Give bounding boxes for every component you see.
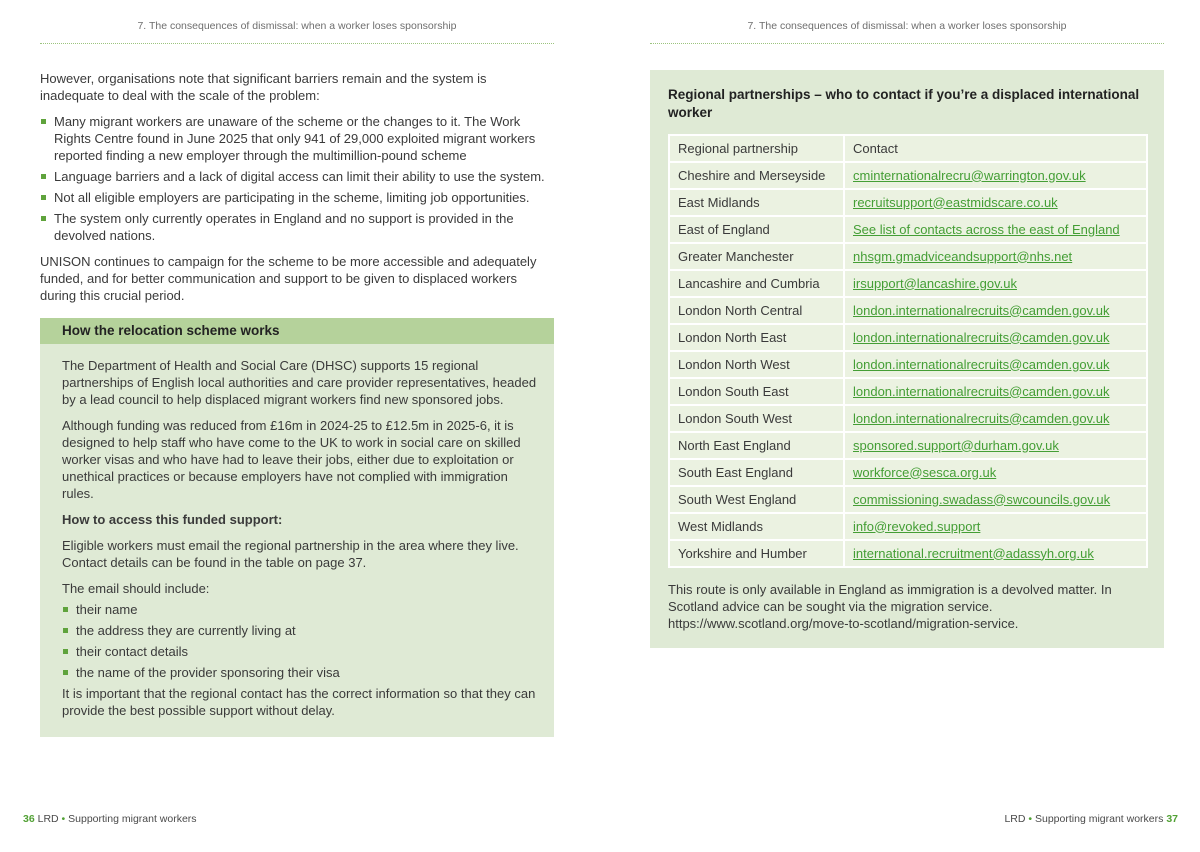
region-cell: South West England xyxy=(669,486,844,513)
infobox-title: Regional partnerships – who to contact if you’re a displaced international worker xyxy=(668,87,1140,120)
table-row xyxy=(669,189,1147,216)
list-item xyxy=(62,601,538,618)
chapter-header-text: 7. The consequences of dismissal: when a worker loses sponsorship xyxy=(137,20,457,32)
chapter-header-left xyxy=(40,20,554,44)
table-row xyxy=(669,513,1147,540)
column-header-region: Regional partnership xyxy=(669,135,844,162)
square-bullet-icon xyxy=(41,119,46,124)
devolved-note: This route is only available in England as immigration is a devolved matter. In Scotland advice can be sought via the migration service. https://www.scotland.org/move-to-scotland/migration-service. xyxy=(668,582,1112,631)
table-row xyxy=(669,162,1147,189)
list-item xyxy=(40,189,554,206)
box-body xyxy=(40,344,554,737)
region-cell: London North Central xyxy=(669,297,844,324)
contact-cell xyxy=(844,486,1147,513)
region-cell: Cheshire and Merseyside xyxy=(669,162,844,189)
footer-left xyxy=(23,813,197,826)
square-bullet-icon xyxy=(63,649,68,654)
contact-cell xyxy=(844,378,1147,405)
list-item-text: Not all eligible employers are participating in the scheme, limiting job opportunities. xyxy=(54,190,530,205)
square-bullet-icon xyxy=(63,628,68,633)
box-title: How the relocation scheme works xyxy=(40,318,554,344)
contact-link[interactable]: nhsgm.gmadviceandsupport@nhs.net xyxy=(853,248,1073,264)
contact-cell xyxy=(844,216,1147,243)
chapter-header-right xyxy=(650,20,1164,44)
table-row xyxy=(669,459,1147,486)
contact-cell xyxy=(844,459,1147,486)
footer-separator-icon: • xyxy=(61,813,66,825)
box-paragraph: Although funding was reduced from £16m in 2024-25 to £12.5m in 2025-6, it is designed to help staff who have come to the UK to work in social care on skilled worker visas and who have had to leave their jobs, either due to exploitation or unethical practices or because employers have not complied with immigration rules. xyxy=(62,418,521,501)
region-cell: Yorkshire and Humber xyxy=(669,540,844,567)
table-row xyxy=(669,486,1147,513)
contact-cell xyxy=(844,405,1147,432)
table-row xyxy=(669,216,1147,243)
region-cell: South East England xyxy=(669,459,844,486)
intro-paragraph: However, organisations note that significant barriers remain and the system is inadequate to deal with the scale of the problem: xyxy=(40,71,487,103)
footer-right xyxy=(1004,813,1178,826)
list-item-text: their name xyxy=(76,602,138,617)
list-item-text: their contact details xyxy=(76,644,189,659)
box-paragraph: Eligible workers must email the regional partnership in the area where they live. Contact details can be found in the table on page 37. xyxy=(62,538,519,570)
region-cell: East of England xyxy=(669,216,844,243)
box-subheading: How to access this funded support: xyxy=(62,512,283,527)
contact-cell xyxy=(844,189,1147,216)
footer-brand: LRD xyxy=(1004,813,1026,825)
contact-link[interactable]: london.internationalrecruits@camden.gov.uk xyxy=(853,329,1110,345)
list-item xyxy=(40,210,554,244)
unison-paragraph: UNISON continues to campaign for the scheme to be more accessible and adequately funded, and for better communication and support to be given to displaced workers during this crucial period. xyxy=(40,254,537,303)
email-intro: The email should include: xyxy=(62,581,210,596)
contact-link[interactable]: sponsored.support@durham.gov.uk xyxy=(853,437,1059,453)
contact-cell xyxy=(844,513,1147,540)
contact-cell xyxy=(844,432,1147,459)
region-cell: Greater Manchester xyxy=(669,243,844,270)
region-cell: West Midlands xyxy=(669,513,844,540)
regional-contacts-table xyxy=(668,134,1148,568)
table-row xyxy=(669,540,1147,567)
list-item xyxy=(62,622,538,639)
square-bullet-icon xyxy=(41,216,46,221)
region-cell: London South East xyxy=(669,378,844,405)
left-page xyxy=(40,20,554,737)
contact-link[interactable]: london.internationalrecruits@camden.gov.uk xyxy=(853,383,1110,399)
table-row xyxy=(669,297,1147,324)
footer-brand: LRD xyxy=(37,813,59,825)
list-item-text: Language barriers and a lack of digital access can limit their ability to use the system. xyxy=(54,169,545,184)
relocation-scheme-box xyxy=(40,318,554,737)
list-item-text: the name of the provider sponsoring their visa xyxy=(76,665,340,680)
contact-link[interactable]: workforce@sesca.org.uk xyxy=(853,464,997,480)
table-row xyxy=(669,324,1147,351)
right-page xyxy=(650,20,1164,648)
contact-cell xyxy=(844,162,1147,189)
table-row xyxy=(669,243,1147,270)
regional-partnerships-box xyxy=(650,70,1164,648)
contact-link[interactable]: See list of contacts across the east of England xyxy=(853,221,1120,237)
page-number: 37 xyxy=(1166,813,1178,825)
region-cell: London South West xyxy=(669,405,844,432)
barriers-list xyxy=(40,113,554,244)
contact-link[interactable]: london.internationalrecruits@camden.gov.uk xyxy=(853,356,1110,372)
footer-separator-icon: • xyxy=(1028,813,1033,825)
contact-cell xyxy=(844,351,1147,378)
footer-publication: Supporting migrant workers xyxy=(68,813,197,825)
contact-link[interactable]: international.recruitment@adassyh.org.uk xyxy=(853,545,1094,561)
contact-link[interactable]: commissioning.swadass@swcouncils.gov.uk xyxy=(853,491,1111,507)
contact-cell xyxy=(844,243,1147,270)
contact-cell xyxy=(844,540,1147,567)
regional-table-body xyxy=(669,162,1147,567)
region-cell: North East England xyxy=(669,432,844,459)
square-bullet-icon xyxy=(41,174,46,179)
region-cell: Lancashire and Cumbria xyxy=(669,270,844,297)
table-row xyxy=(669,351,1147,378)
list-item-text: The system only currently operates in England and no support is provided in the devolved nations. xyxy=(54,211,514,243)
list-item-text: Many migrant workers are unaware of the scheme or the changes to it. The Work Rights Centre found in June 2025 that only 941 of 29,000 exploited migrant workers reported finding a new employer through the multimillion-pound scheme xyxy=(54,114,536,163)
email-contents-list xyxy=(62,601,538,681)
square-bullet-icon xyxy=(63,670,68,675)
region-cell: London North East xyxy=(669,324,844,351)
page-number: 36 xyxy=(23,813,35,825)
list-item xyxy=(62,664,538,681)
contact-link[interactable]: irsupport@lancashire.gov.uk xyxy=(853,275,1017,291)
contact-cell xyxy=(844,297,1147,324)
table-row xyxy=(669,378,1147,405)
chapter-header-text: 7. The consequences of dismissal: when a worker loses sponsorship xyxy=(747,20,1067,32)
footer-publication: Supporting migrant workers xyxy=(1035,813,1164,825)
region-cell: East Midlands xyxy=(669,189,844,216)
list-item xyxy=(40,168,554,185)
list-item xyxy=(62,643,538,660)
table-header-row xyxy=(669,135,1147,162)
box-paragraph: The Department of Health and Social Care (DHSC) supports 15 regional partnerships of English local authorities and care provider representatives, headed by a lead council to help displaced migrant workers find new sponsored jobs. xyxy=(62,358,537,407)
contact-cell xyxy=(844,270,1147,297)
box-closing-paragraph: It is important that the regional contact has the correct information so that they can provide the best possible support without delay. xyxy=(62,686,536,718)
square-bullet-icon xyxy=(63,607,68,612)
contact-link[interactable]: recruitsupport@eastmidscare.co.uk xyxy=(853,194,1058,210)
contact-link[interactable]: london.internationalrecruits@camden.gov.uk xyxy=(853,410,1110,426)
column-header-contact: Contact xyxy=(844,135,1147,162)
contact-cell xyxy=(844,324,1147,351)
list-item-text: the address they are currently living at xyxy=(76,623,296,638)
contact-link[interactable]: london.internationalrecruits@camden.gov.uk xyxy=(853,302,1110,318)
square-bullet-icon xyxy=(41,195,46,200)
contact-link[interactable]: info@revoked.support xyxy=(853,518,981,534)
list-item xyxy=(40,113,554,164)
contact-link[interactable]: cminternationalrecru@warrington.gov.uk xyxy=(853,167,1086,183)
table-row xyxy=(669,270,1147,297)
table-row xyxy=(669,432,1147,459)
region-cell: London North West xyxy=(669,351,844,378)
table-row xyxy=(669,405,1147,432)
